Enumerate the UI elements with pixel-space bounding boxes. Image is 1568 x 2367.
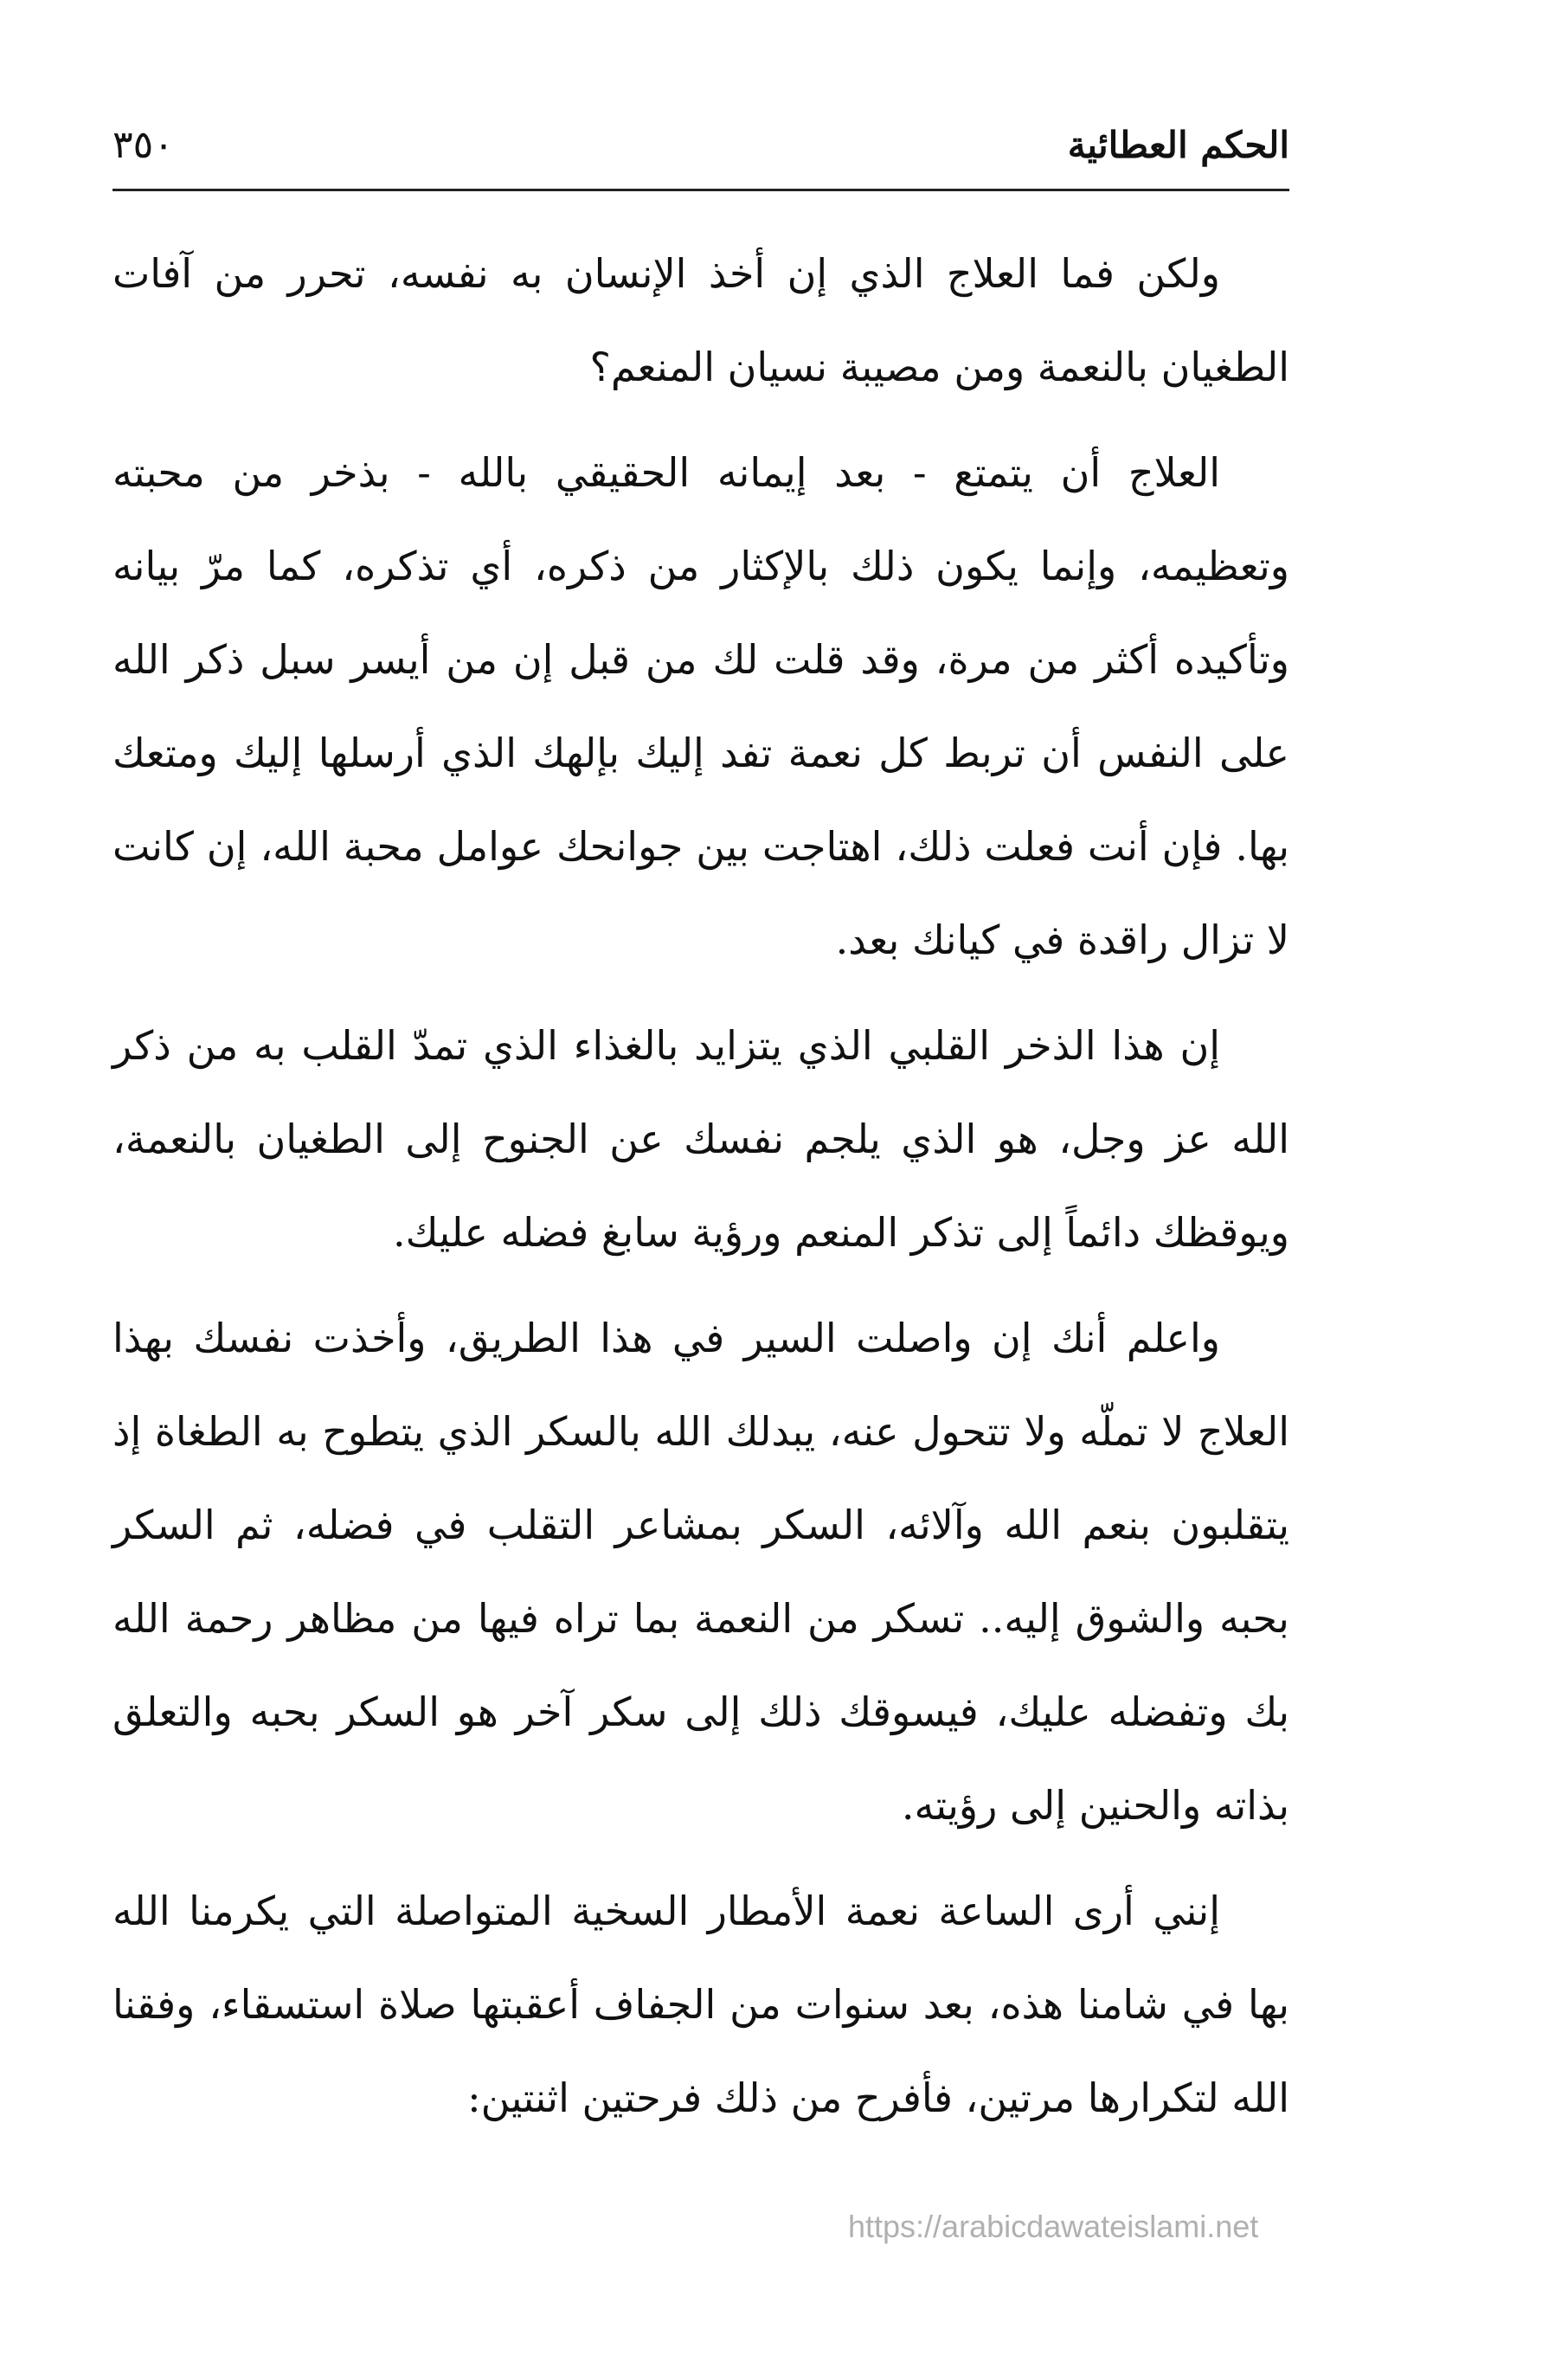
paragraph-4: واعلم أنك إن واصلت السير في هذا الطريق، وأخذت نفسك بهذا العلاج لا تملّه ولا تتحول عنه، يبدلك الله بالسكر الذي يتطوح به الطغاة إذ يتقلبون بنعم الله وآلائه، السكر بمشاعر التقلب في فضله، ثم السكر بحبه والشوق إليه.. تسكر من النعمة بما تراه فيها من مظاهر رحمة الله بك وتفضله عليك، فيسوقك ذلك إلى سكر آخر هو السكر بحبه والتعلق بذاته والحنين إلى رؤيته. — [112, 1315, 1289, 1829]
paragraph-2: العلاج أن يتمتع - بعد إيمانه الحقيقي بالله - بذخر من محبته وتعظيمه، وإنما يكون ذلك بالإكثار من ذكره، أي تذكره، كما مرّ بيانه وتأكيده أكثر من مرة، وقد قلت لك من قبل إن من أيسر سبل ذكر الله على النفس أن تربط كل نعمة تفد إليك بإلهك الذي أرسلها إليك ومتعك بها. فإن أنت فعلت ذلك، اهتاجت بين جوانحك عوامل محبة الله، إن كانت لا تزال راقدة في كيانك بعد. — [112, 449, 1289, 963]
running-header — [112, 104, 1289, 182]
paragraph-3: إن هذا الذخر القلبي الذي يتزايد بالغذاء الذي تمدّ القلب به من ذكر الله عز وجل، هو الذي يلجم نفسك عن الجنوح إلى الطغيان بالنعمة، ويوقظك دائماً إلى تذكر المنعم ورؤية سابغ فضله عليك. — [112, 1022, 1289, 1256]
watermark-url: https://arabicdawateislami.net — [848, 2209, 1259, 2244]
page-number: ٣٥٠ — [112, 123, 174, 167]
header-divider — [112, 189, 1289, 191]
paragraph-5: إنني أرى الساعة نعمة الأمطار السخية المتواصلة التي يكرمنا الله بها في شامنا هذه، بعد سنوات من الجفاف أعقبتها صلاة استسقاء، وفقنا الله لتكرارها مرتين، فأفرح من ذلك فرحتين اثنتين: — [112, 1888, 1289, 2121]
book-title: الحكم العطائية — [1067, 124, 1289, 166]
paragraph-1: ولكن فما العلاج الذي إن أخذ الإنسان به نفسه، تحرر من آفات الطغيان بالنعمة ومن مصيبة نسيان المنعم؟ — [112, 250, 1289, 390]
body-text — [112, 227, 1289, 2157]
